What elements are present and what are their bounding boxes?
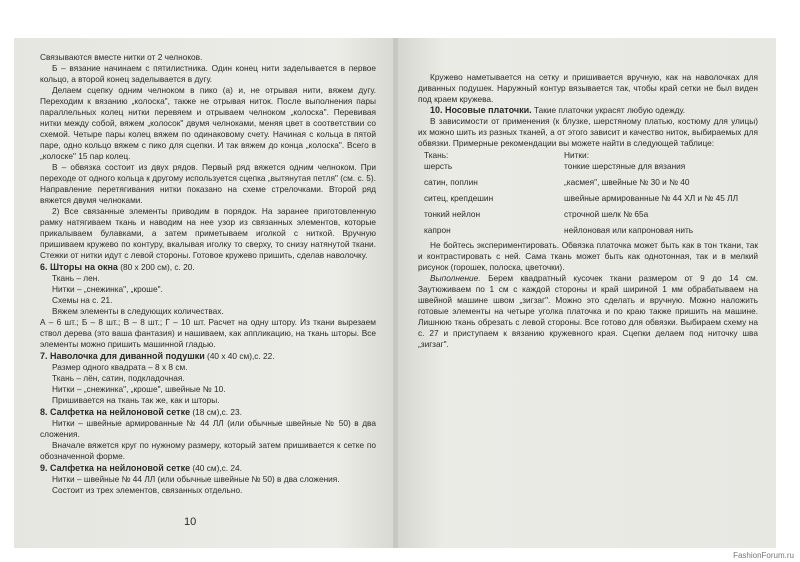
section-heading-title: 6. Шторы на окна	[40, 262, 118, 272]
table-header	[418, 150, 758, 161]
section-heading	[40, 463, 376, 474]
section-heading-rest: (18 см),с. 23.	[190, 407, 242, 417]
table-cell-thread: тонкие шерстяные для вязания	[564, 161, 686, 171]
table-cell-thread: швейные армированные № 44 ХЛ и № 45 ЛЛ	[564, 193, 739, 203]
table-cell-thread: „касмея", швейные № 30 и № 40	[564, 177, 690, 187]
paragraph: Ткань – лён, сатин, подкладочная.	[52, 373, 185, 383]
paragraph: Нитки – „снежинка", „крошe".	[52, 284, 163, 294]
table-cell-fabric: сатин, поплин	[424, 177, 478, 187]
execution-label: Выполнение.	[430, 273, 481, 283]
execution-paragraph	[418, 273, 758, 350]
section-heading	[40, 407, 376, 418]
table-row	[418, 225, 758, 236]
left-page	[14, 38, 394, 548]
paragraph: Нитки – „снежинка", „крошe", швейные № 10.	[52, 384, 226, 394]
section-heading-rest: (40 x 40 см),с. 22.	[204, 351, 275, 361]
paragraph: Ткань – лен.	[52, 273, 100, 283]
table-cell-thread: нейлоновая или капроновая нить	[564, 225, 694, 235]
paragraph: В – обвязка состоит из двух рядов. Первый ряд вяжется одним челноком. При переходе от одного кольца к другому используется сцепка „вытянутая петля" (см. с. 5). Направление перетягивания нитки показано на схеме стрелочками. Второй ряд вяжется двумя челноками.	[40, 162, 376, 205]
section-heading	[40, 351, 376, 362]
right-page-text	[418, 72, 758, 350]
execution-text: Берем квадратный кусочек ткани размером от 9 до 14 см. Заутюживаем по 1 см с каждой стороны и край шириной 1 мм обрабатываем на швейной машине швом „зигзаг". Можно это сделать и вручную. Можно наложить готовые элементы на четыре уголка платочка и по краю также пришить на машине. Лишнюю ткань обрезать с левой стороны. Все готово для обвязки. Выбираем схему на с. 27 и приступаем к вязанию кружевного края. Сцепки делаем под ниточку шва „зигзаг".	[418, 273, 758, 349]
table-cell-fabric: шерсть	[424, 161, 453, 171]
paragraph: Делаем сцепку одним челноком в пико (а) и, не отрывая нити, вяжем дугу. Переходим к вязанию „колоска", также не отрывая ниток. После выполнения пары параллельных колец нитки перевяем и отрываем челноком „колоска". Перевивая нитки между собой, вяжем „колосок" двумя челноками, меняя цвет в соответствии со схемой. Четыре пары колец вяжем по одинаковому счету. Начиная с кольца в пятой паре, одно кольцо вяжем с пико для сцепки. И так вяжем до конца „колоска". Всего в „колоске" 15 пар колец.	[40, 85, 376, 161]
section-heading-rest: (80 x 200 см), с. 20.	[117, 262, 195, 272]
table-cell-thread: строчной шелк № 65а	[564, 209, 649, 219]
table-header-col2: Нитки:	[564, 150, 589, 160]
fabric-thread-table	[418, 161, 758, 236]
paragraph: Б – вязание начинаем с пятилистника. Один конец нити заделывается в первое кольцо, а второй конец заделывается в дугу.	[40, 63, 376, 84]
watermark: FashionForum.ru	[733, 551, 794, 560]
page-number: 10	[184, 516, 197, 528]
section-heading-title: 9. Салфетка на нейлоновой сетке	[40, 463, 191, 473]
table-cell-fabric: ситец, крепдешин	[424, 193, 494, 203]
section-paragraph-2: Не бойтесь экспериментировать. Обвязка платочка может быть как в тон ткани, так и контрастировать с ней. Сама ткань может быть как однотонная, так и в мелкий рисунок (горошек, полоска, цветочки).	[418, 240, 758, 272]
paragraph: Размер одного квадрата – 8 x 8 см.	[52, 362, 188, 372]
section-paragraph: В зависимости от применения (к блузке, шерстяному платью, костюму для улицы) их можно шить из разных тканей, а от этого зависит и качество ниток, выбираемых для обвязки. Примерные рекомендации вы можете найти в следующей таблице:	[418, 116, 758, 148]
table-cell-fabric: капрон	[424, 225, 451, 235]
table-header-col1: Ткань:	[424, 150, 449, 160]
section-heading: 10. Носовые платочки.	[430, 105, 532, 115]
section-heading	[40, 262, 376, 273]
table-row	[418, 177, 758, 188]
paragraph: А – 6 шт.; Б – 8 шт.; В – 8 шт.; Г – 10 шт. Расчет на одну штору. Из ткани вырезаем ствол дерева (это ваша фантазия) и нашиваем, как аппликацию, на ткань шторы. Все элементы можно пришить машинной гладью.	[40, 317, 376, 349]
section-heading-rest: Такие платочки украсят любую одежду.	[531, 105, 686, 115]
left-page-text	[40, 52, 376, 496]
paragraph: Связываются вместе нитки от 2 челноков.	[40, 52, 203, 62]
table-row	[418, 209, 758, 220]
paragraph: Состоит из трех элементов, связанных отдельно.	[52, 485, 243, 495]
paragraph: Нитки – швейные № 44 ЛЛ (или обычные швейные № 50) в два сложения.	[52, 474, 340, 484]
paragraph: Вначале вяжется круг по нужному размеру, который затем пришивается к сетке по обозначенной форме.	[40, 440, 376, 461]
section-10	[418, 105, 758, 116]
paragraph: 2) Все связанные элементы приводим в порядок. На заранее приготовленную рамку натягиваем ткань и наводим на нее узор из связанных элементов, которые прикалываем булавками, а затем приметываем иголкой с ниткой. Вручную пришиваем кружево по контуру, вкалывая иголку то сверху, то снизу натянутой ткани. Стежки от нитки идут с левой стороны. Готовое кружево пришить, сделав наволочку.	[40, 206, 376, 260]
paragraph: Нитки – швейные армированные № 44 ЛЛ (или обычные швейные № 50) в два сложения.	[40, 418, 376, 439]
intro-paragraph: Кружево наметывается на сетку и пришивается вручную, как на наволочках для диванных подушек. Наружный контур вязывается так, чтобы край сетки не был виден под краем кружева.	[418, 72, 758, 104]
paragraph: Пришивается на ткань так же, как и шторы.	[52, 395, 220, 405]
paragraph: Вяжем элементы в следующих количествах.	[52, 306, 224, 316]
table-cell-fabric: тонкий нейлон	[424, 209, 481, 219]
right-page	[398, 38, 776, 548]
section-heading-rest: (40 см),с. 24.	[190, 463, 242, 473]
section-heading-title: 8. Салфетка на нейлоновой сетке	[40, 407, 191, 417]
section-heading-title: 7. Наволочка для диванной подушки	[40, 351, 205, 361]
paragraph: Схемы на с. 21.	[52, 295, 113, 305]
table-row	[418, 161, 758, 172]
table-row	[418, 193, 758, 204]
